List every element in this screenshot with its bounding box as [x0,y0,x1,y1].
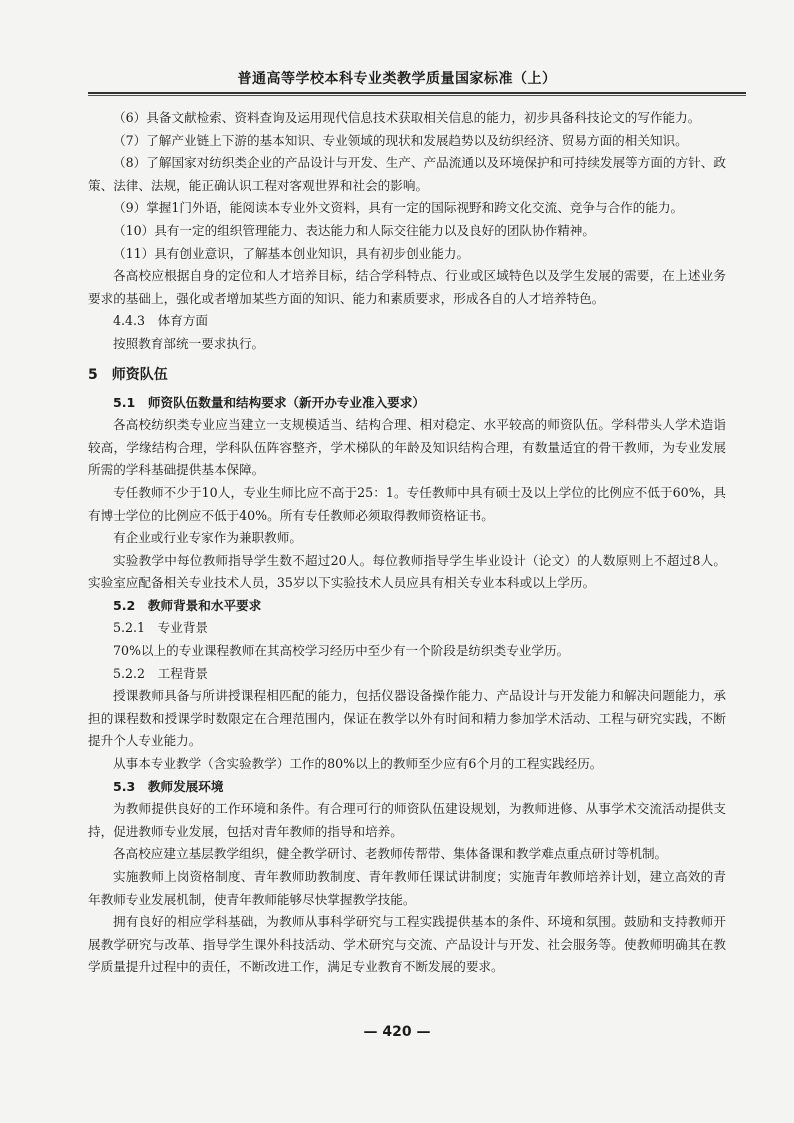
section-4-4-3-title: 4.4.3 体育方面 [113,313,209,329]
section-5-3-para-3: 实施教师上岗资格制度、青年教师助教制度、青年教师任课试讲制度；实施青年教师培养计划，建立高效的青年教师专业发展机制，使青年教师能够尽快掌握教学技能。 [88,869,726,907]
item-11: （11）具有创业意识，了解基本创业知识，具有初步创业能力。 [113,245,470,261]
section-4-4-3-text: 按照教育部统一要求执行。 [113,335,265,351]
page-body [88,107,726,979]
summary-paragraph: 各高校应根据自身的定位和人才培养目标，结合学科特点、行业或区域特色以及学生发展的需要，在上述业务要求的基础上，强化或者增加某些方面的知识、能力和素质要求，形成各自的人才培养特色。 [88,268,726,306]
section-5-2-title: 5.2 教师背景和水平要求 [113,597,262,613]
section-5-1-para-3: 有企业或行业专家作为兼职教师。 [113,530,302,546]
section-5-3-title: 5.3 教师发展环境 [113,778,224,794]
header-rule-thin [88,95,746,96]
section-5-1-para-2: 专任教师不少于10人，专业生师比应不高于25：1。专任教师中具有硕士及以上学位的比例应不低于60%，具有博士学位的比例应不低于40%。所有专任教师必须取得教师资格证书。 [88,484,726,523]
item-7: （7）了解产业链上下游的基本知识、专业领域的现状和发展趋势以及纺织经济、贸易方面的相关知识。 [113,132,688,148]
section-5-1-title: 5.1 师资队伍数量和结构要求（新开办专业准入要求） [113,394,425,410]
section-5-3-para-1: 为教师提供良好的工作环境和条件。有合理可行的师资队伍建设规划，为教师进修、从事学术交流活动提供支持，促进教师专业发展，包括对青年教师的指导和培养。 [88,801,726,839]
header-rule [88,92,746,94]
item-10: （10）具有一定的组织管理能力、表达能力和人际交往能力以及良好的团队协作精神。 [113,222,595,238]
item-8: （8）了解国家对纺织类企业的产品设计与开发、生产、产品流通以及环境保护和可持续发展等方面的方针、政策、法律、法规，能正确认识工程对客观世界和社会的影响。 [88,155,726,193]
section-5-2-1-text: 70%以上的专业课程教师在其高校学习经历中至少有一个阶段是纺织类专业学历。 [113,643,570,659]
section-5-3-para-4: 拥有良好的相应学科基础，为教师从事科学研究与工程实践提供基本的条件、环境和氛围。鼓励和支持教师开展教学研究与改革、指导学生课外科技活动、学术研究与交流、产品设计与开发、社会服务等。使教师明确其在教学质量提升过程中的责任，不断改进工作，满足专业教育不断发展的要求。 [88,914,726,975]
section-5-3-para-2: 各高校应建立基层教学组织，健全教学研讨、老教师传帮带、集体备课和教学难点重点研讨等机制。 [113,846,668,862]
item-6: （6）具备文献检索、资料查询及运用现代信息技术获取相关信息的能力，初步具备科技论文的写作能力。 [113,110,701,125]
section-5-2-2-para-2: 从事本专业教学（含实验教学）工作的80%以上的教师至少应有6个月的工程实践经历。 [113,756,603,772]
page-number: — 420 — [363,1024,431,1040]
section-5-1-para-1: 各高校纺织类专业应当建立一支规模适当、结构合理、相对稳定、水平较高的师资队伍。学科带头人学术造诣较高，学缘结构合理，学科队伍阵容整齐，学术梯队的年龄及知识结构合理，有数量适宜的骨干教师，为专业发展所需的学科基础提供基本保障。 [88,417,726,478]
running-header: 普通高等学校本科专业类教学质量国家标准（上） [237,71,557,87]
item-9: （9）掌握1门外语，能阅读本专业外文资料，具有一定的国际视野和跨文化交流、竞争与合作的能力。 [113,200,684,216]
section-5-title: 5 师资队伍 [88,366,168,383]
section-5-2-2-para-1: 授课教师具备与所讲授课程相匹配的能力，包括仪器设备操作能力、产品设计与开发能力和解决问题能力，承担的课程数和授课学时数限定在合理范围内，保证在教学以外有时间和精力参加学术活动、工程与研究实践，不断提升个人专业能力。 [88,688,726,749]
section-5-2-1-title: 5.2.1 专业背景 [113,620,209,636]
section-5-1-para-4: 实验教学中每位教师指导学生数不超过20人。每位教师指导学生毕业设计（论文）的人数原则上不超过8人。实验室应配备相关专业技术人员，35岁以下实验技术人员应具有相关专业本科或以上学历。 [88,552,726,591]
section-5-2-2-title: 5.2.2 工程背景 [113,665,209,681]
